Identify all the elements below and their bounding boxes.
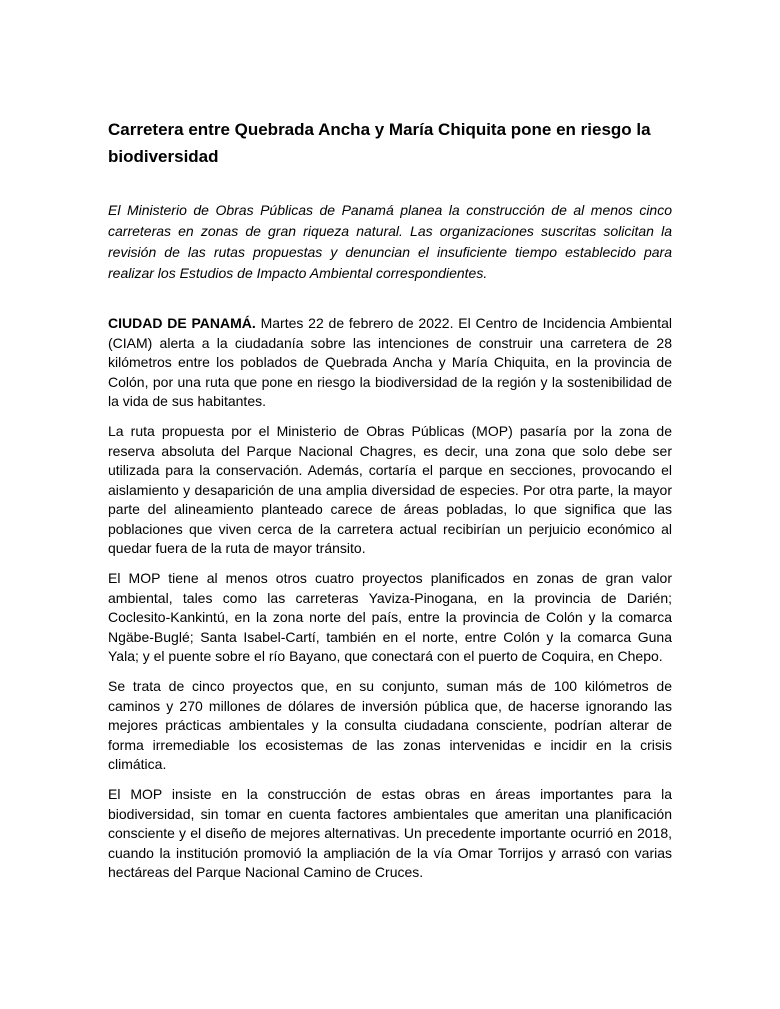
paragraph-text: El MOP tiene al menos otros cuatro proyectos planificados en zonas de gran valor ambiental, tales como las carreteras Yaviza-Pinogana, en la provincia de Darién; Coclesito-Kankintú, en la zona norte del país, entre la provincia de Colón y la comarca Ngäbe-Buglé; Santa Isabel-Cartí, también en el norte, entre Colón y la comarca Guna Yala; y el puente sobre el río Bayano, que conectará con el puerto de Coquira, en Chepo. — [108, 570, 672, 664]
document-title: Carretera entre Quebrada Ancha y María Chiquita pone en riesgo la biodiversidad — [108, 120, 651, 166]
lead-paragraph: El Ministerio de Obras Públicas de Panamá planea la construcción de al menos cinco carreteras en zonas de gran riqueza natural. Las organizaciones suscritas solicitan la revisión de las rutas propuestas y denuncian el insuficiente tiempo establecido para realizar los Estudios de Impacto Ambiental correspondientes. — [108, 202, 672, 281]
paragraph-text: Se trata de cinco proyectos que, en su conjunto, suman más de 100 kilómetros de caminos y 270 millones de dólares de inversión pública que, de hacerse ignorando las mejores prácticas ambientales y la consulta ciudadana consciente, podrían alterar de forma irremediable los ecosistemas de las zonas intervenidas e incidir en la crisis climática. — [108, 678, 672, 772]
paragraph-text: Martes 22 de febrero de 2022. El Centro de Incidencia Ambiental (CIAM) alerta a la ciudadanía sobre las intenciones de construir una carretera de 28 kilómetros entre los poblados de Quebrada Ancha y María Chiquita, en la provincia de Colón, por una ruta que pone en riesgo la biodiversidad de la región y la sostenibilidad de la vida de sus habitantes. — [108, 315, 672, 409]
body-paragraph — [108, 785, 672, 883]
body-paragraph — [108, 677, 672, 775]
paragraph-text: El MOP insiste en la construcción de estas obras en áreas importantes para la biodiversidad, sin tomar en cuenta factores ambientales que ameritan una planificación consciente y el diseño de mejores alternativas. Un precedente importante ocurrió en 2018, cuando la institución promovió la ampliación de la vía Omar Torrijos y arrasó con varias hectáreas del Parque Nacional Camino de Cruces. — [108, 786, 672, 880]
body-paragraph — [108, 422, 672, 559]
paragraph-lead-in: CIUDAD DE PANAMÁ. — [108, 315, 256, 331]
paragraph-text: La ruta propuesta por el Ministerio de Obras Públicas (MOP) pasaría por la zona de reserva absoluta del Parque Nacional Chagres, es decir, una zona que solo debe ser utilizada para la conservación. Además, cortaría el parque en secciones, provocando el aislamiento y desaparición de una amplia diversidad de especies. Por otra parte, la mayor parte del alineamiento planteado carece de áreas pobladas, lo que significa que las poblaciones que viven cerca de la carretera actual recibirían un perjuicio económico al quedar fuera de la ruta de mayor tránsito. — [108, 423, 672, 556]
body-paragraph — [108, 569, 672, 667]
body-paragraph — [108, 314, 672, 412]
